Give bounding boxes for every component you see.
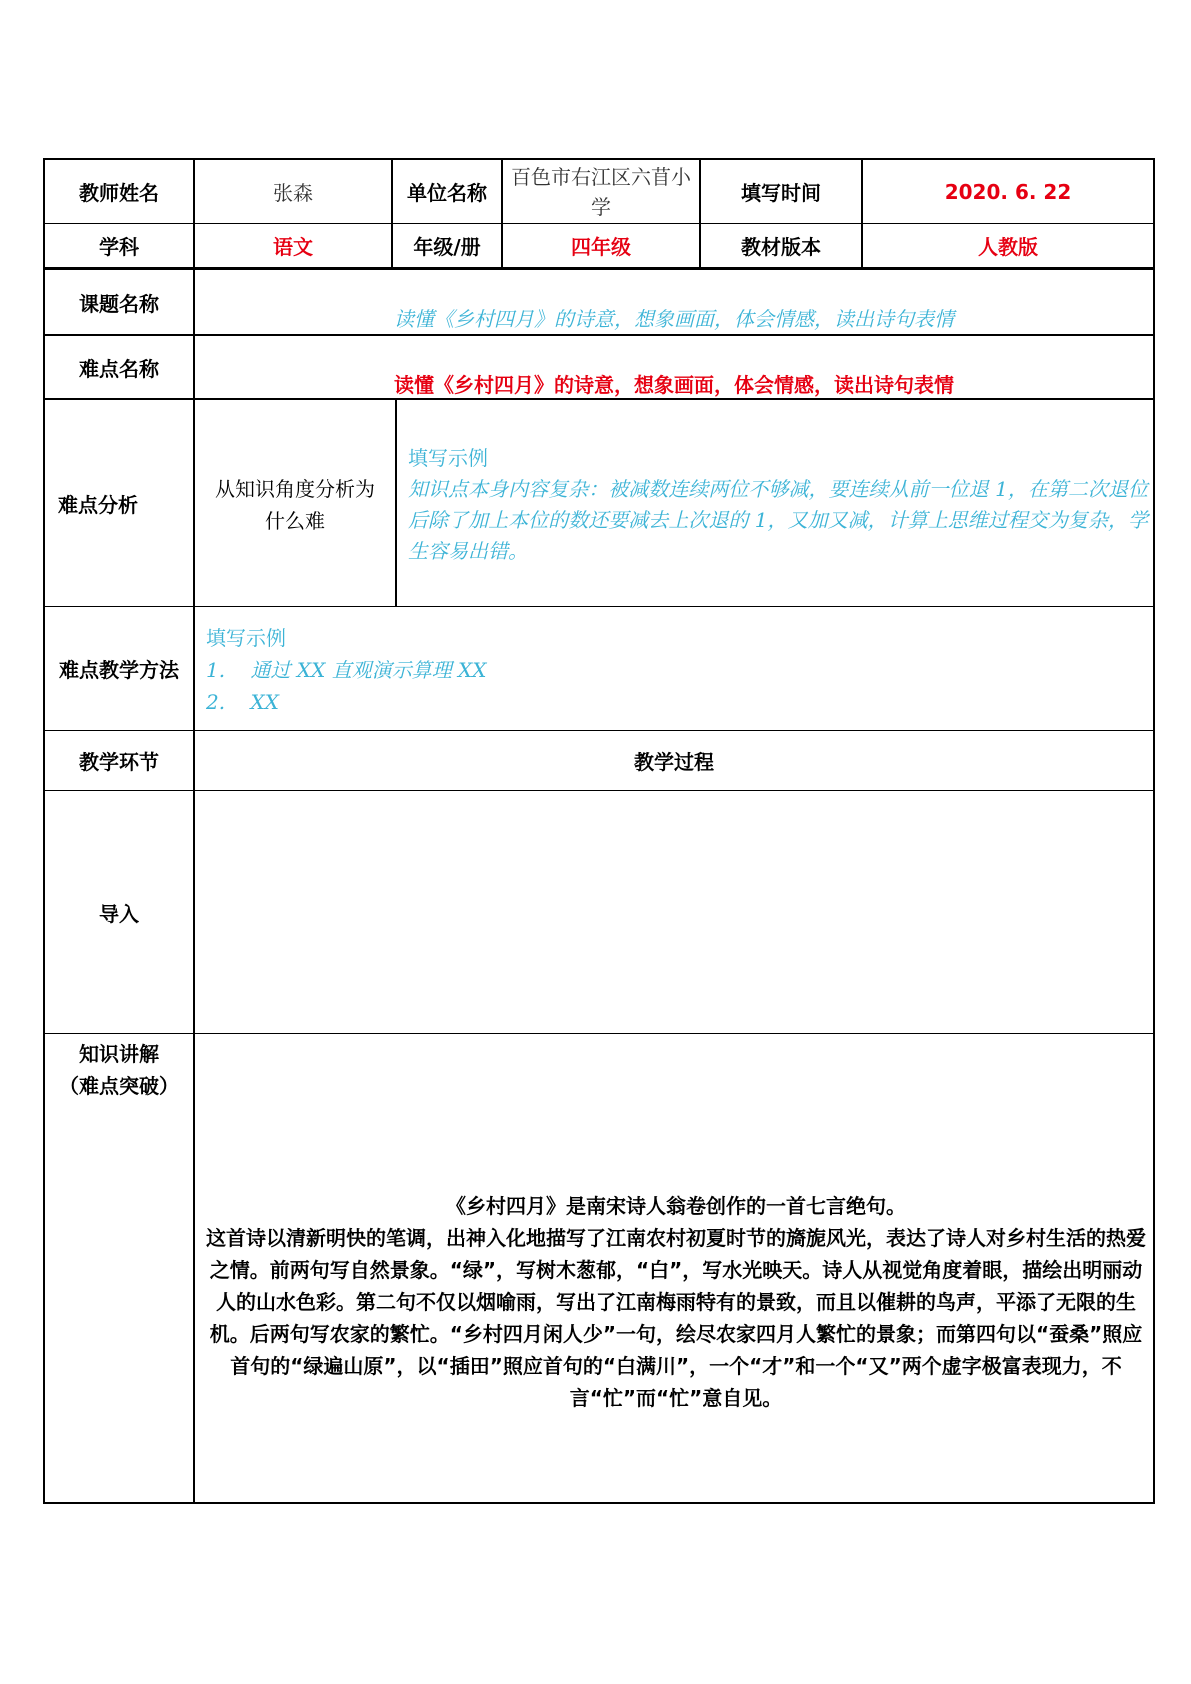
difficulty-label: 难点名称 [79, 356, 159, 381]
method-example-title: 填写示例 [206, 626, 286, 650]
unit-name-value: 百色市右江区六苜小学 [511, 164, 691, 219]
row-divider [43, 790, 1155, 791]
analysis-sub-label: 从知识角度分析为什么难 [215, 477, 375, 533]
analysis-label: 难点分析 [58, 492, 138, 517]
unit-name-label: 单位名称 [407, 181, 487, 205]
teaching-stage-label: 教学环节 [79, 750, 159, 774]
topic-label: 课题名称 [79, 291, 159, 316]
row-divider [43, 398, 1155, 400]
column-divider [395, 398, 397, 606]
teacher-name-label: 教师姓名 [79, 181, 159, 205]
fill-date-value: 2020. 6. 22 [944, 179, 1072, 204]
intro-label: 导入 [99, 901, 139, 926]
knowledge-label-line1: 知识讲解 [79, 1042, 159, 1066]
method-label: 难点教学方法 [59, 658, 179, 682]
topic-value: 读懂《乡村四月》的诗意，想象画面，体会情感，读出诗句表情 [394, 306, 954, 331]
method-item: 1. 通过 XX 直观演示算理 XX [206, 658, 487, 682]
teacher-name-value: 张森 [273, 181, 313, 205]
fill-date-label: 填写时间 [741, 181, 821, 205]
subject-value: 语文 [273, 235, 313, 259]
grade-value: 四年级 [571, 235, 631, 259]
row-divider [43, 1033, 1155, 1034]
edition-label: 教材版本 [741, 235, 821, 259]
row-divider [43, 334, 1155, 336]
analysis-example-text: 知识点本身内容复杂：被减数连续两位不够减，要连续从前一位退 1，在第二次退位后除了加上本位的数还要减去上次退的 1，又加又减，计算上思维过程交为复杂，学生容易出错。 [408, 477, 1148, 563]
subject-label: 学科 [99, 235, 139, 259]
edition-value: 人教版 [978, 235, 1038, 259]
knowledge-title: 《乡村四月》是南宋诗人翁卷创作的一首七言绝句。 [446, 1194, 906, 1218]
difficulty-value: 读懂《乡村四月》的诗意，想象画面，体会情感，读出诗句表情 [394, 372, 954, 397]
method-item: 2. XX [206, 690, 279, 714]
analysis-example [408, 442, 1148, 582]
column-divider [193, 158, 195, 1504]
teaching-process-label: 教学过程 [634, 750, 714, 774]
knowledge-body: 这首诗以清新明快的笔调，出神入化地描写了江南农村初夏时节的旖旎风光，表达了诗人对乡村生活的热爱之情。前两句写自然景象。“绿”，写树木葱郁，“白”，写水光映天。诗人从视觉角度着眼，描绘出明丽动人的山水色彩。第二句不仅以烟喻雨，写出了江南梅雨特有的景致，而且以催耕的鸟声，平添了无限的生机。后两句写农家的繁忙。“乡村四月闲人少”一句，绘尽农家四月人繁忙的景象；而第四句以“蚕桑”照应首句的“绿遍山原”，以“插田”照应首句的“白满川”，一个“才”和一个“又”两个虚字极富表现力，不言“忙”而“忙”意自见。 [206, 1226, 1146, 1410]
knowledge-content [206, 1190, 1146, 1410]
row-divider [43, 606, 1155, 607]
row-divider [43, 267, 1155, 270]
method-example [206, 622, 1146, 722]
knowledge-label [45, 1038, 193, 1108]
analysis-example-title: 填写示例 [408, 446, 488, 470]
knowledge-label-line2: （难点突破） [59, 1074, 179, 1098]
grade-label: 年级/册 [413, 235, 481, 259]
